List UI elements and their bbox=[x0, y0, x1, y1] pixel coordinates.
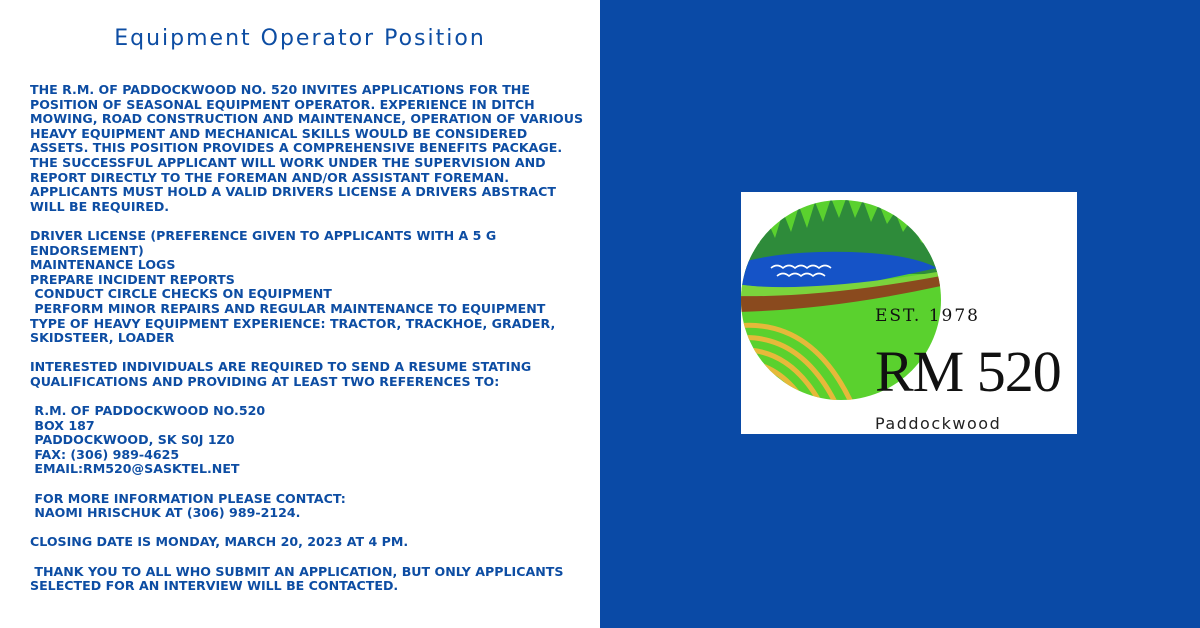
rm520-logo bbox=[741, 192, 1077, 434]
contact-line: NAOMI HRISCHUK AT (306) 989-2124. bbox=[30, 505, 301, 521]
logo-place: Paddockwood bbox=[875, 414, 1002, 433]
requirement-item: PREPARE INCIDENT REPORTS bbox=[30, 271, 235, 287]
closing-date: CLOSING DATE IS MONDAY, MARCH 20, 2023 AT 4 PM. bbox=[30, 534, 409, 550]
requirement-item: TYPE OF HEAVY EQUIPMENT EXPERIENCE: TRACTOR, TRACKHOE, GRADER, SKIDSTEER, LOADER bbox=[30, 315, 560, 346]
requirement-item: CONDUCT CIRCLE CHECKS ON EQUIPMENT bbox=[30, 286, 332, 302]
page-title: Equipment Operator Position bbox=[114, 26, 486, 51]
requirement-item: DRIVER LICENSE (PREFERENCE GIVEN TO APPLICANTS WITH A 5 G ENDORSEMENT) bbox=[30, 227, 501, 258]
posting-body bbox=[30, 83, 586, 594]
intro-paragraph: THE R.M. OF PADDOCKWOOD NO. 520 INVITES APPLICATIONS FOR THE POSITION OF SEASONAL EQUIPMENT OPERATOR. EXPERIENCE IN DITCH MOWING, ROAD CONSTRUCTION AND MAINTENANCE, OPERATION OF VARIOUS HEAVY EQUIPMENT AND MECHANICAL SKILLS WOULD BE CONSIDERED ASSETS. THIS POSITION PROVIDES A COMPREHENSIVE BENEFITS PACKAGE. THE SUCCESSFUL APPLICANT WILL WORK UNDER THE SUPERVISION AND REPORT DIRECTLY TO THE FOREMAN AND/OR ASSISTANT FOREMAN. APPLICANTS MUST HOLD A VALID DRIVERS LICENSE A DRIVERS ABSTRACT WILL BE REQUIRED. bbox=[30, 82, 588, 214]
contact-line: FOR MORE INFORMATION PLEASE CONTACT: bbox=[30, 490, 346, 506]
email-address: EMAIL:RM520@SASKTEL.NET bbox=[30, 461, 240, 477]
apply-instructions: INTERESTED INDIVIDUALS ARE REQUIRED TO SEND A RESUME STATING QUALIFICATIONS AND PROVIDING AT LEAST TWO REFERENCES TO: bbox=[30, 359, 536, 389]
logo-name: RM 520 bbox=[875, 339, 1061, 404]
address-line: PADDOCKWOOD, SK S0J 1Z0 bbox=[30, 432, 235, 448]
address-line: BOX 187 bbox=[30, 417, 95, 433]
thank-you-note: THANK YOU TO ALL WHO SUBMIT AN APPLICATION, BUT ONLY APPLICANTS SELECTED FOR AN INTERVIEW WILL BE CONTACTED. bbox=[30, 563, 568, 594]
logo-panel bbox=[600, 0, 1200, 628]
address-line: R.M. OF PADDOCKWOOD NO.520 bbox=[30, 403, 266, 419]
requirement-item: MAINTENANCE LOGS bbox=[30, 257, 176, 273]
established-year: EST. 1978 bbox=[875, 306, 980, 326]
fax-number: FAX: (306) 989-4625 bbox=[30, 446, 180, 462]
requirement-item: PERFORM MINOR REPAIRS AND REGULAR MAINTENANCE TO EQUIPMENT bbox=[30, 300, 546, 316]
